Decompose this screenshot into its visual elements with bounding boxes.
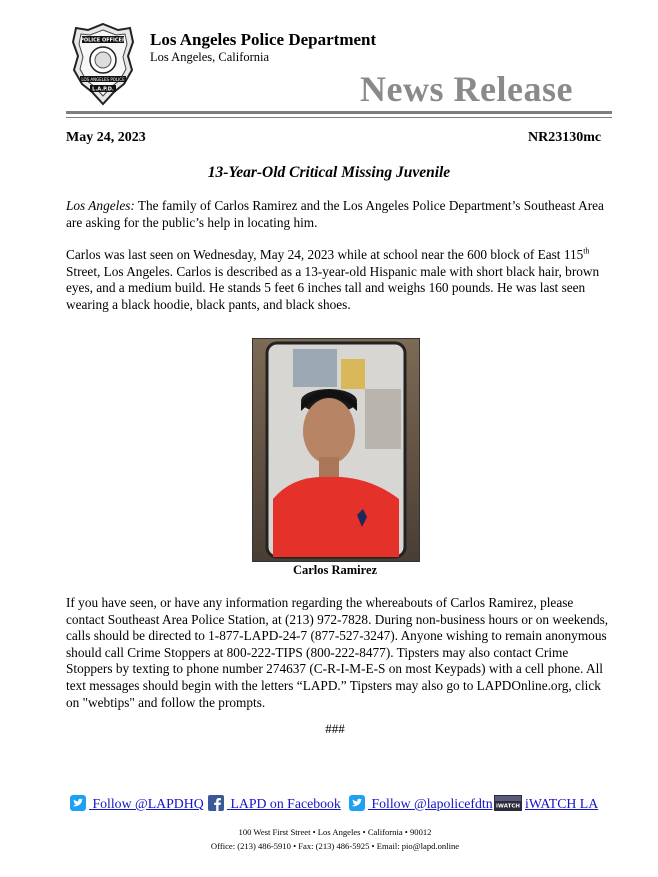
end-mark: ### (325, 721, 345, 736)
description-text-1: Carlos was last seen on Wednesday, May 24, 2023 while at school near the 600 block of East 115 (66, 247, 584, 262)
header-rule-thick (66, 111, 612, 114)
department-city: Los Angeles, California (150, 50, 270, 64)
description-text-2: Street, Los Angeles. Carlos is described as a 13-year-old Hispanic male with short black hair, brown eyes, and a medium build. He stands 5 feet 6 inches tall and weighs 160 pounds. He was last seen wearing a black hoodie, black pants, and black shoes. (66, 263, 600, 312)
twitter-icon (349, 795, 365, 811)
facebook-link[interactable] (208, 795, 341, 812)
ordinal-suffix: th (583, 246, 590, 256)
footer-contact: Office: (213) 486-5910 • Fax: (213) 486-5925 • Email: pio@lapd.online (210, 841, 460, 851)
footer-address: 100 West First Street • Los Angeles • California • 90012 (238, 827, 432, 837)
iwatch-la-link[interactable] (494, 795, 598, 812)
contact-paragraph: If you have seen, or have any information regarding the whereabouts of Carlos Ramirez, please contact Southeast Area Police Station, at (213) 972-7828. During non-business hours or on weekends, calls should be directed to 1-877-LAPD-24-7 (877-527-3247). Anyone wishing to remain anonymous should call Crime Stoppers at 800-222-TIPS (800-222-8477). Tipsters may also contact Crime Stoppers by texting to phone number 274637 (C-R-I-M-E-S on most Keypads) with a cell phone. All text messages should begin with the letters “LAPD.” Tipsters may also go to LAPDOnline.org, click on "webtips" and follow the prompts. (66, 595, 609, 710)
news-release-title: News Release (360, 69, 573, 109)
header-rule-thin (66, 117, 612, 118)
intro-paragraph (66, 198, 614, 231)
twitter-icon (70, 795, 86, 811)
twitter-lapdhq-link[interactable] (70, 795, 204, 812)
twitter-lapolicefdtn-label: Follow @lapolicefdtn (368, 796, 493, 811)
description-paragraph (66, 247, 614, 313)
release-number: NR23130mc (528, 130, 602, 145)
missing-person-photo (252, 338, 420, 562)
twitter-lapolicefdtn-link[interactable] (349, 795, 493, 812)
facebook-label: LAPD on Facebook (227, 796, 341, 811)
photo-caption: Carlos Ramirez (292, 563, 378, 577)
twitter-lapdhq-label: Follow @LAPDHQ (89, 796, 204, 811)
department-name: Los Angeles Police Department (150, 30, 377, 49)
badge-top-text: POLICE OFFICER (80, 37, 126, 44)
headline: 13-Year-Old Critical Missing Juvenile (207, 164, 451, 181)
intro-text: The family of Carlos Ramirez and the Los Angeles Police Department’s Southeast Area are asking for the public’s help in locating him. (66, 198, 604, 230)
badge-bottom-text: L.A.P.D. (92, 86, 114, 93)
dateline: Los Angeles: (66, 198, 135, 213)
badge-city-text: LOS ANGELES POLICE (81, 76, 125, 82)
iwatch-icon (494, 795, 522, 811)
iwatch-label: iWATCH LA (525, 796, 599, 811)
release-date: May 24, 2023 (66, 130, 146, 145)
lapd-badge-logo (70, 22, 136, 106)
iwatch-icon-text: iWATCH (496, 803, 520, 810)
facebook-icon (208, 795, 224, 811)
